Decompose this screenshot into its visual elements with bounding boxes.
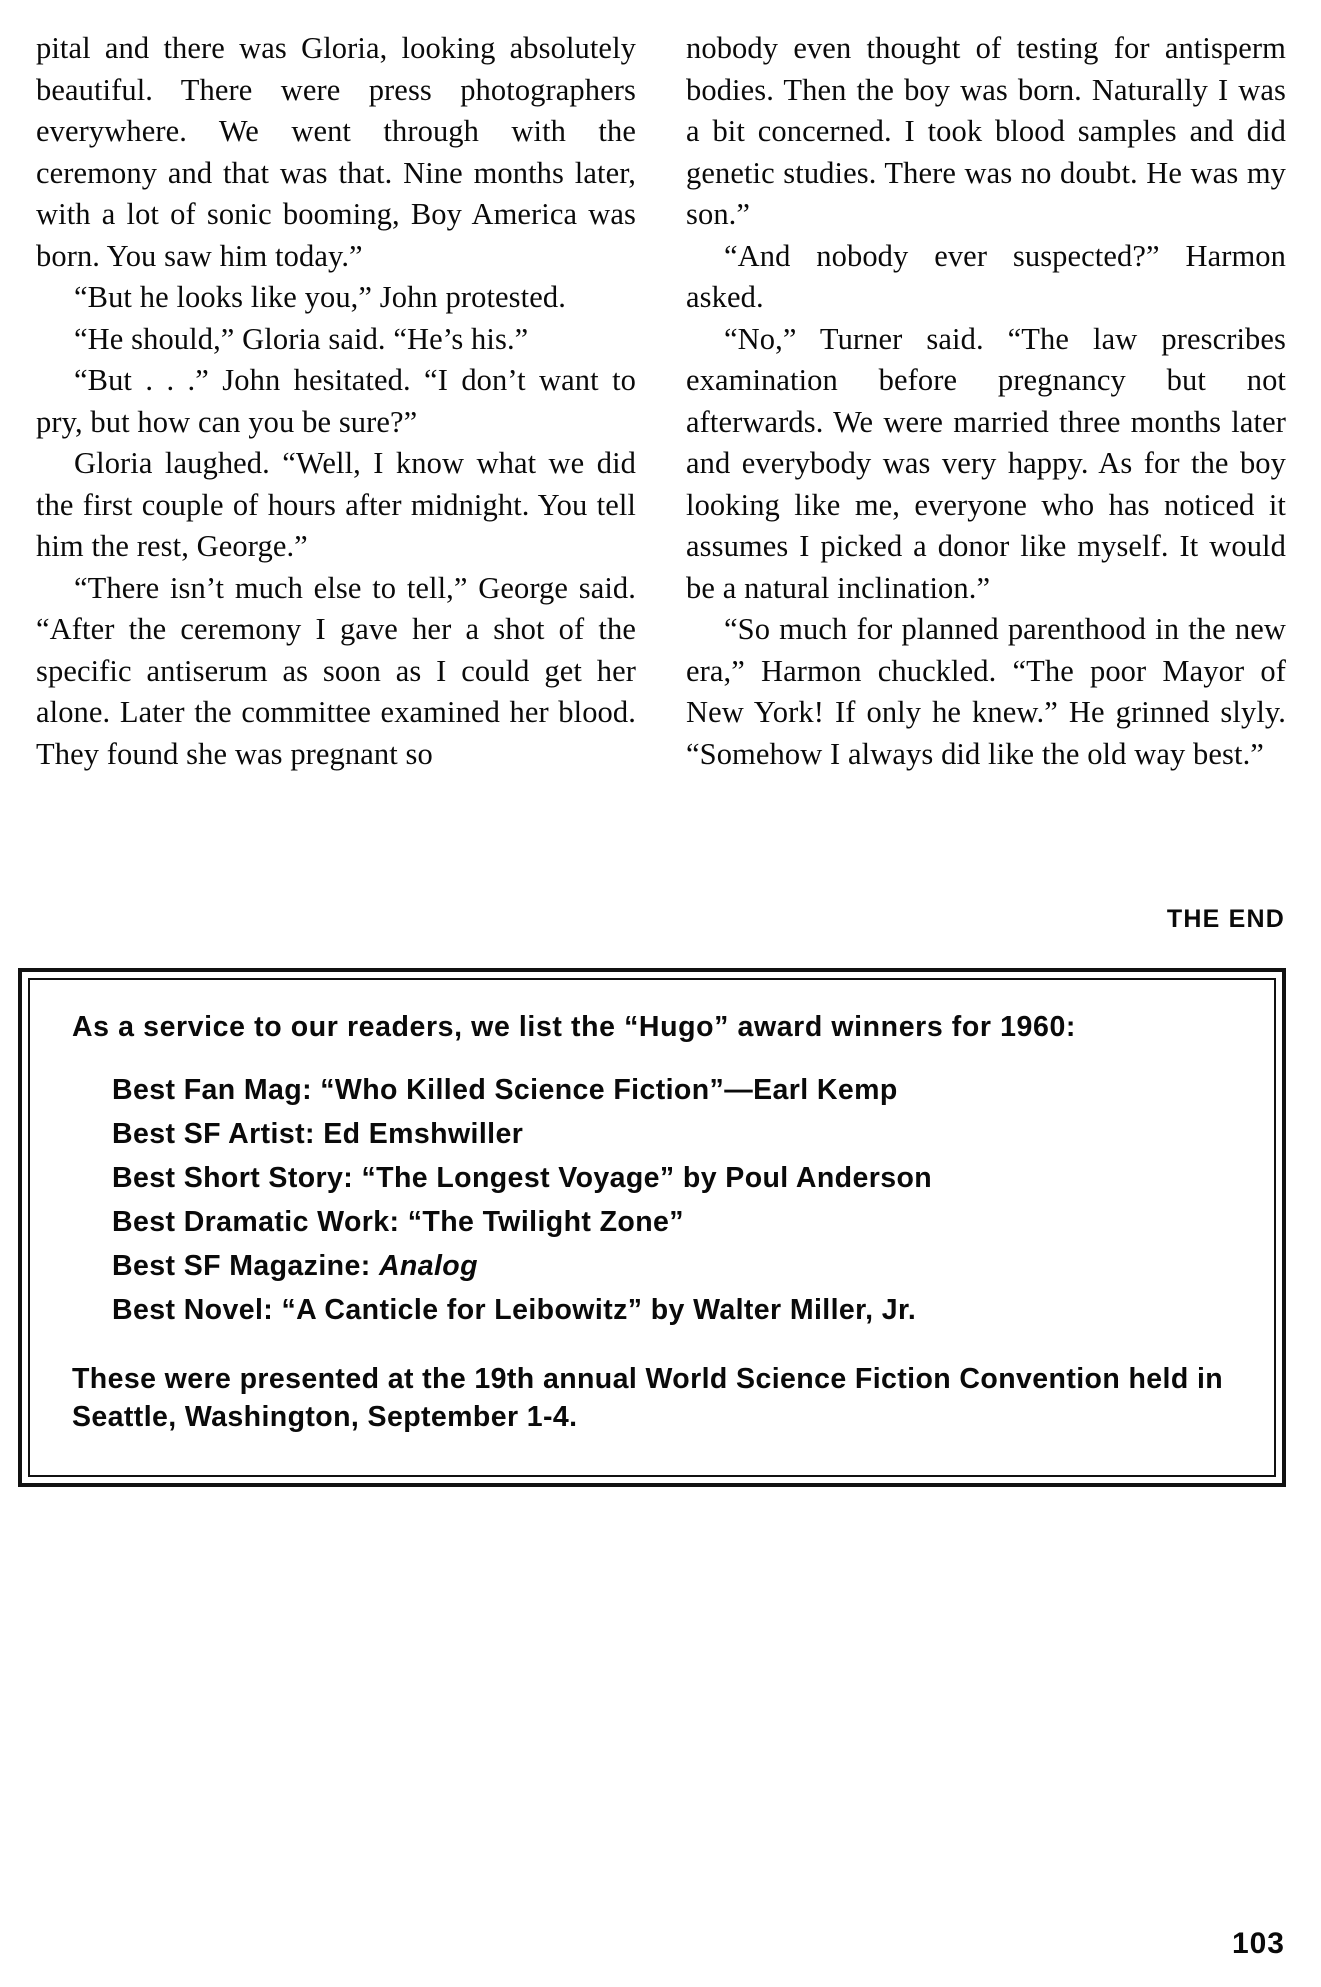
story-end-marker: THE END [1166, 905, 1285, 933]
award-intro-text: As a service to our readers, we list the “Hugo” award winners for 1960: [72, 1011, 1077, 1043]
paragraph: “But . . .” John hesitated. “I don’t want to pry, but how can you be sure?” [36, 363, 636, 439]
list-item [112, 1068, 1234, 1112]
right-text-column [686, 28, 1286, 775]
hugo-award-box-inner [28, 978, 1276, 1477]
award-footer-text: These were presented at the 19th annual World Science Fiction Convention held in Seattle, Washington, September 1-4. [72, 1363, 1224, 1433]
hugo-award-box [18, 968, 1286, 1487]
paragraph: “And nobody ever suspected?” Harmon asked. [686, 238, 1286, 314]
paragraph: “There isn’t much else to tell,” George said. “After the ceremony I gave her a shot of the specific antiserum as soon as I could get her alone. Later the committee examined her blood. They found she was pregnant so [36, 570, 636, 771]
left-text-column [36, 28, 636, 775]
award-winner-list [112, 1068, 1234, 1332]
list-item [112, 1200, 1234, 1244]
award-winner-value: Ed Emshwiller [314, 1118, 524, 1150]
paragraph: “But he looks like you,” John protested. [74, 280, 566, 314]
award-winner-italic: Analog [378, 1250, 478, 1282]
list-item [112, 1156, 1234, 1200]
award-winner-value: “Who Killed Science Fiction”—Earl Kemp [311, 1074, 898, 1106]
page-number: 103 [1231, 1927, 1285, 1960]
award-winner-value: “A Canticle for Leibowitz” by Walter Miller, Jr. [273, 1294, 917, 1326]
award-winner-value: “The Longest Voyage” by Poul Anderson [353, 1162, 933, 1194]
award-winner-value: “The Twilight Zone” [399, 1206, 684, 1238]
award-category-label: Best Short Story: [112, 1162, 354, 1194]
list-item [112, 1112, 1234, 1156]
list-item [112, 1288, 1234, 1332]
award-category-label: Best Novel: [112, 1294, 274, 1326]
paragraph: nobody even thought of testing for antisperm bodies. Then the boy was born. Naturally I was a bit concerned. I took blood samples and did genetic studies. There was no doubt. He was my son.” [686, 31, 1286, 231]
paragraph: “So much for planned parenthood in the new era,” Harmon chuckled. “The poor Mayor of New York! If only he knew.” He grinned slyly. “Somehow I always did like the old way best.” [686, 612, 1286, 771]
award-category-label: Best Dramatic Work: [112, 1206, 400, 1238]
award-category-label: Best SF Magazine: [112, 1250, 371, 1282]
story-text-columns [36, 28, 1286, 775]
award-winner-value [371, 1250, 379, 1282]
paragraph: “No,” Turner said. “The law prescribes examination before pregnancy but not afterwards. We were married three months later and everybody was very happy. As for the boy looking like me, everyone who has noticed it assumes I picked a donor like myself. It would be a natural inclination.” [686, 321, 1286, 605]
award-category-label: Best SF Artist: [112, 1118, 315, 1150]
paragraph: “He should,” Gloria said. “He’s his.” [74, 321, 529, 356]
paragraph: Gloria laughed. “Well, I know what we did the first couple of hours after midnight. You tell him the rest, George.” [36, 446, 636, 563]
paragraph: pital and there was Gloria, looking absolutely beautiful. There were press photographers everywhere. We went through with the ceremony and that was that. Nine months later, with a lot of sonic booming, Boy America was born. You saw him today.” [36, 31, 636, 273]
award-category-label: Best Fan Mag: [112, 1074, 312, 1106]
list-item [112, 1244, 1234, 1288]
